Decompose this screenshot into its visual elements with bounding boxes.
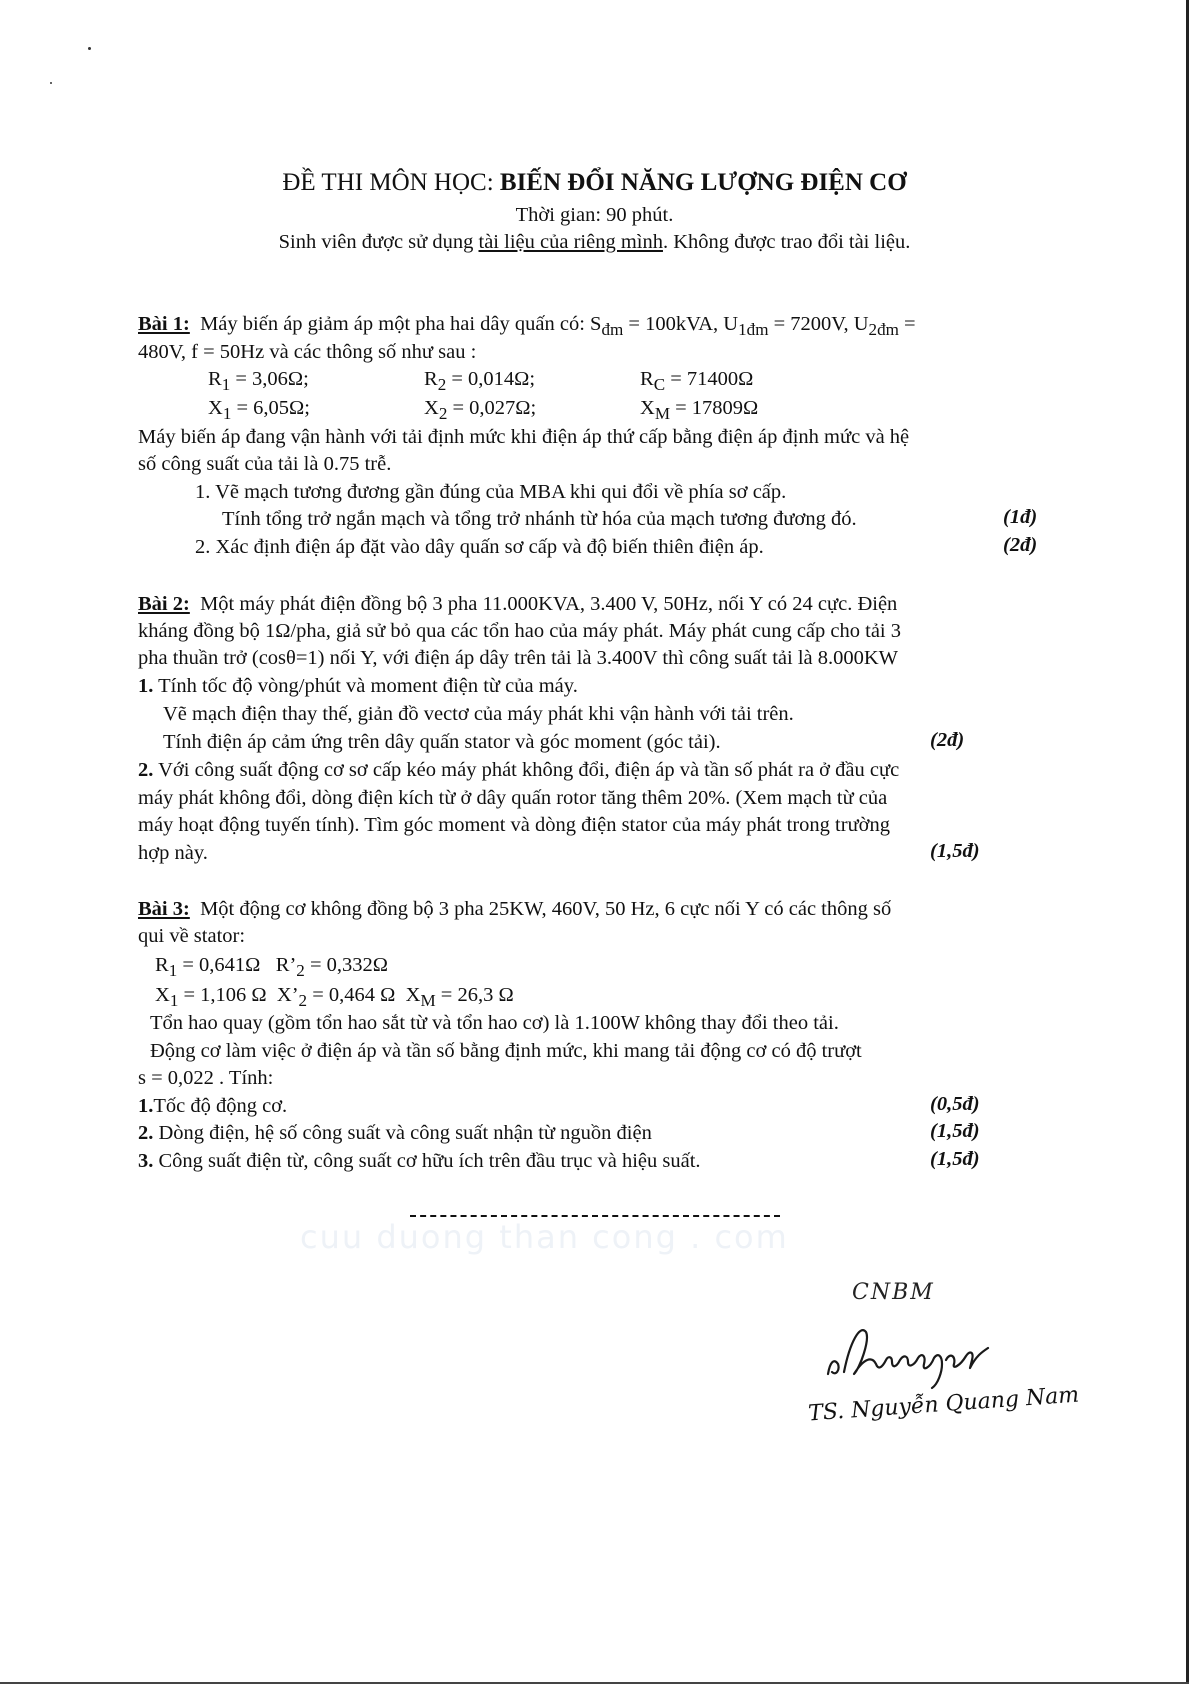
bai2-q2b: máy phát không đổi, dòng điện kích từ ở dây quấn rotor tăng thêm 20%. (Xem mạch từ của	[138, 787, 888, 809]
bai2-q1-points: (2đ)	[930, 729, 965, 751]
bai3-q2: 2. Dòng điện, hệ số công suất và công suất nhận từ nguồn điện	[138, 1122, 652, 1144]
exam-title: ĐỀ THI MÔN HỌC: BIẾN ĐỔI NĂNG LƯỢNG ĐIỆN CƠ	[282, 169, 907, 196]
bai2-line2: kháng đồng bộ 1Ω/pha, giả sử bỏ qua các tổn hao của máy phát. Máy phát cung cấp cho tải 3	[138, 620, 901, 642]
bai3-line2: qui về stator:	[138, 925, 246, 947]
bai3-label: Bài 3:	[138, 898, 190, 920]
bai1-label: Bài 1:	[138, 313, 190, 335]
bai1-line1: Bài 1: Máy biến áp giảm áp một pha hai dây quấn có: $S_{đm} = 100kVA$, $U_{1đm} = 7200V$, $U_{2đm}$ =	[138, 313, 916, 340]
bai1-xm: $X_M = 17809\Omega$	[640, 397, 759, 424]
bai2-q2a: 2. Với công suất động cơ sơ cấp kéo máy phát không đổi, điện áp và tần số phát ra ở đầu cực	[138, 759, 900, 781]
bai3-line1: Bài 3: Một động cơ không đồng bộ 3 pha 25KW, 460V, 50 Hz, 6 cực nối Y có các thông số	[138, 898, 892, 920]
bai3-q1-points: (0,5đ)	[930, 1093, 980, 1115]
bai1-q1b: Tính tổng trở ngắn mạch và tổng trở nhánh từ hóa của mạch tương đương đó.	[222, 508, 857, 530]
bai3-q3: 3. Công suất điện từ, công suất cơ hữu ích trên đầu trục và hiệu suất.	[138, 1150, 701, 1172]
bai3-line7: s = 0,022 . Tính:	[138, 1067, 274, 1089]
exam-note: Sinh viên được sử dụng tài liệu của riêng mình. Không được trao đổi tài liệu.	[278, 231, 911, 253]
signer-name: TS. Nguyễn Quang Nam	[807, 1382, 1080, 1427]
bai1-line2: 480V, f = 50Hz và các thông số như sau :	[138, 341, 477, 363]
bai1-q1a: 1. Vẽ mạch tương đương gần đúng của MBA khi qui đổi về phía sơ cấp.	[195, 481, 787, 503]
bai3-line5: Tổn hao quay (gồm tổn hao sắt từ và tổn hao cơ) là 1.100W không thay đổi theo tải.	[150, 1012, 839, 1034]
scan-speck	[88, 47, 91, 50]
bai1-x2: $X_2 = 0,027\Omega$;	[424, 397, 537, 424]
bai2-line3: pha thuần trở (cosθ=1) nối Y, với điện áp dây trên tải là 3.400V thì công suất tải là 8.000KW	[138, 647, 899, 669]
bai2-q1c: Tính điện áp cảm ứng trên dây quấn stator và góc moment (góc tải).	[163, 731, 721, 753]
bai1-line3: Máy biến áp đang vận hành với tải định mức khi điện áp thứ cấp bằng điện áp định mức và hệ	[138, 426, 910, 448]
bai1-r2: $R_2 = 0,014\Omega$;	[424, 368, 536, 395]
bai2-label: Bài 2:	[138, 593, 190, 615]
bai2-q2-points: (1,5đ)	[930, 840, 980, 862]
watermark: cuu duong than cong . com	[300, 1218, 789, 1256]
bai3-params-x: $X_1 = 1,106$ Ω $X’_2 = 0,464$ Ω $X_M = 26,3$ Ω	[155, 984, 514, 1011]
bai1-r1: $R_1 = 3,06\Omega$;	[208, 368, 309, 395]
bai1-q2-points: (2đ)	[1003, 534, 1038, 556]
bai3-q1: 1.Tốc độ động cơ.	[138, 1095, 288, 1117]
bai2-q1b: Vẽ mạch điện thay thế, giản đồ vectơ của máy phát khi vận hành với tải trên.	[163, 703, 794, 725]
bai1-x1: $X_1 = 6,05\Omega$;	[208, 397, 310, 424]
bai2-q1a: 1. Tính tốc độ vòng/phút và moment điện từ của máy.	[138, 675, 578, 697]
handwritten-signature	[820, 1312, 1020, 1392]
cnbm-note: CNBM	[852, 1280, 935, 1305]
bai1-line4: số công suất của tải là 0.75 trễ.	[138, 453, 392, 475]
bai2-q2c: máy hoạt động tuyến tính). Tìm góc moment và dòng điện stator của máy phát trong trường	[138, 814, 891, 836]
bai3-params-r: $R_1 = 0,641\Omega$ $R’_2 = 0,332\Omega$	[155, 954, 388, 981]
end-separator	[410, 1215, 780, 1217]
bai3-q3-points: (1,5đ)	[930, 1148, 980, 1170]
scan-speck	[50, 82, 52, 84]
bai1-q2: 2. Xác định điện áp đặt vào dây quấn sơ cấp và độ biến thiên điện áp.	[195, 536, 764, 558]
bai2-line1: Bài 2: Một máy phát điện đồng bộ 3 pha 11.000KVA, 3.400 V, 50Hz, nối Y có 24 cực. Điện	[138, 593, 898, 615]
bai1-rc: $R_C = 71400\Omega$	[640, 368, 754, 395]
bai3-q2-points: (1,5đ)	[930, 1120, 980, 1142]
bai3-line6: Động cơ làm việc ở điện áp và tần số bằng định mức, khi mang tải động cơ có độ trượt	[150, 1040, 862, 1062]
subject-name: BIẾN ĐỔI NĂNG LƯỢNG ĐIỆN CƠ	[499, 169, 907, 196]
bai1-q1-points: (1đ)	[1003, 506, 1038, 528]
exam-duration: Thời gian: 90 phút.	[515, 204, 674, 226]
bai2-q2d: hợp này.	[138, 842, 208, 864]
